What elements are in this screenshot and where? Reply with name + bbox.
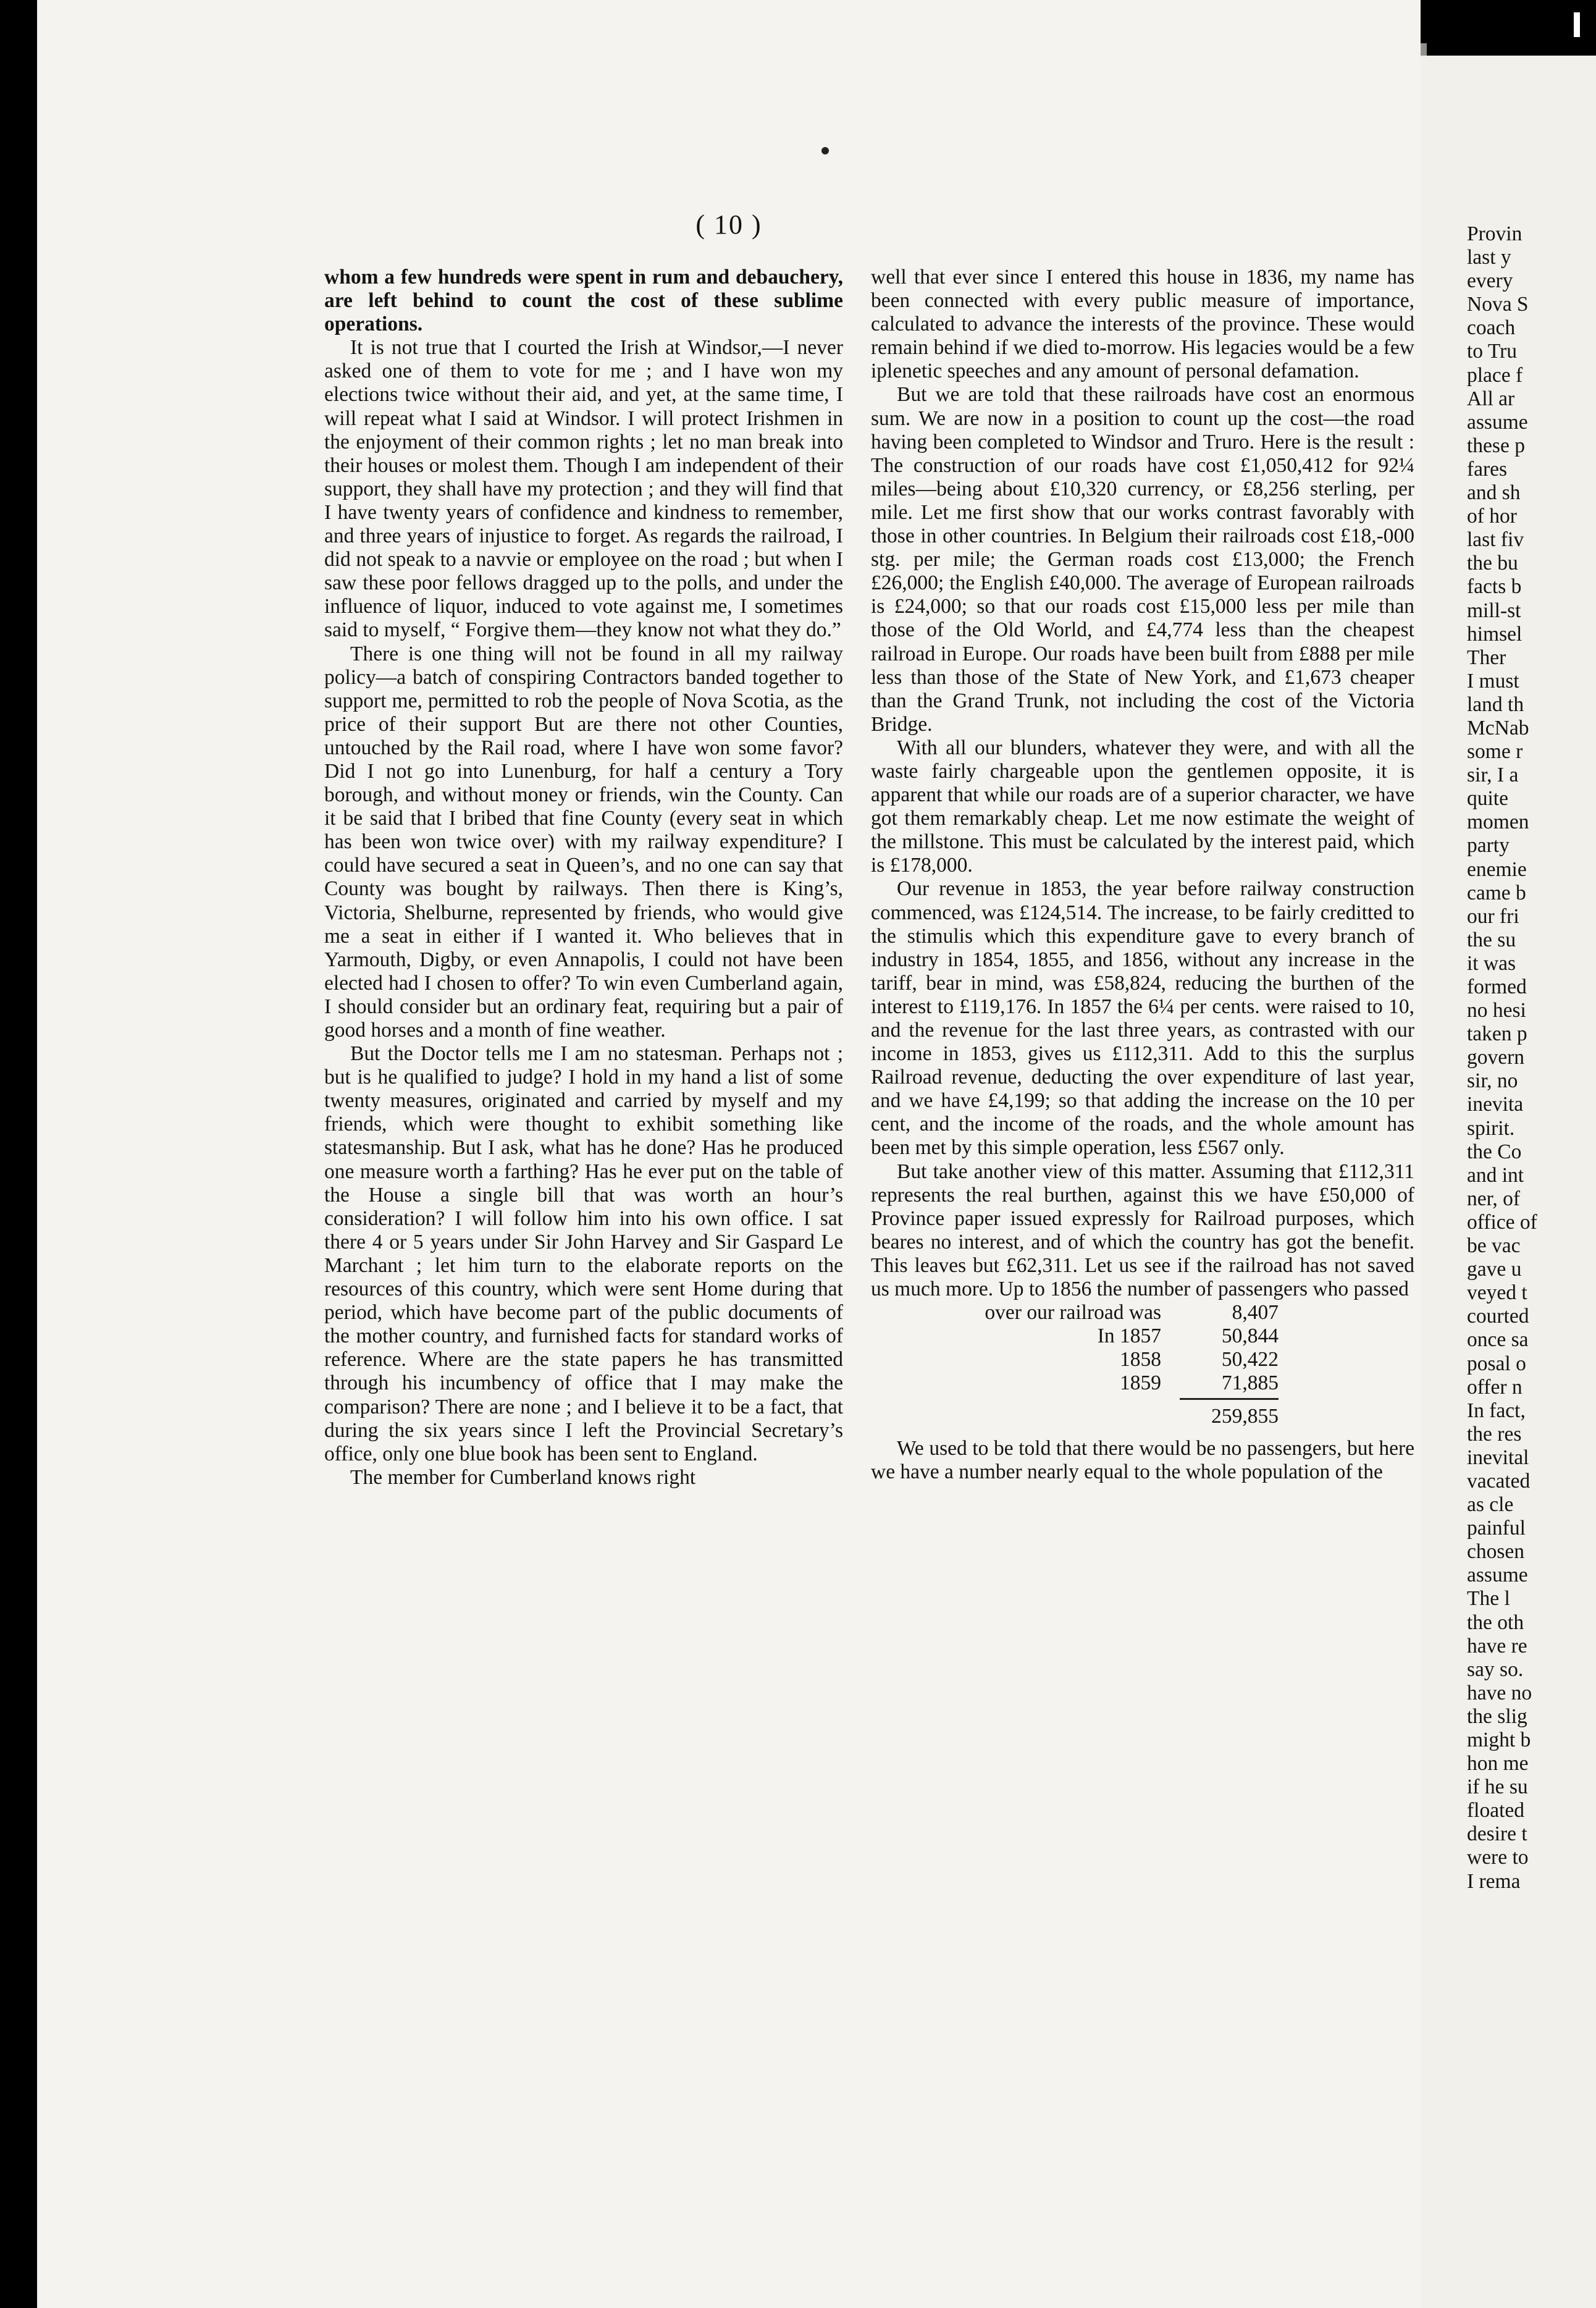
adjacent-line: might b [1467,1729,1531,1751]
scan-edge-mark [1574,12,1580,37]
adjacent-line: sir, I a [1467,764,1519,787]
adjacent-line: vacated [1467,1469,1531,1493]
adjacent-line: chosen [1467,1540,1525,1564]
right-paragraph-closing: We used to be told that there would be no passengers, but here we have a number nearly equal to the whole population of the [871,1436,1414,1483]
passenger-total-row [896,1399,1279,1428]
adjacent-line: fares [1467,457,1508,481]
adjacent-line: painful [1467,1517,1526,1540]
passenger-row [896,1325,1279,1348]
adjacent-line: quite [1467,787,1508,811]
adjacent-line: In fact, [1467,1399,1526,1422]
adjacent-line: it was [1467,951,1516,975]
adjacent-line: some r [1467,740,1523,764]
passenger-row-value: 8,407 [1232,1301,1279,1325]
adjacent-line: taken p [1467,1022,1527,1046]
adjacent-line: were to [1467,1846,1529,1869]
left-paragraph-3: There is one thing will not be found in all my railway policy—a batch of conspiring Contractors banded together to support me, permitted to rob the people of Nova Scotia, as the price of their support But are there not other Counties, untouched by the Rail road, where I have won some favor? Did I not go into Lunenburg, for half a century a Tory borough, and without money or friends, win the County. Can it be said that I bribed that fine County (every seat in which has been won twice over) with my railway expenditure? I could have secured a seat in Queen’s, and no one can say that County was bought by railways. Then there is King’s, Victoria, Shelburne, represented by friends, who would give me a seat in either if I wanted it. Who believes that in Yarmouth, Digby, or even Annapolis, I could not have been elected had I chosen to offer? To win even Cumberland again, I should consider but an ordinary feat, requiring but a pair of good horses and a month of fine weather. [324,642,843,1042]
adjacent-line: the Co [1467,1140,1522,1163]
adjacent-line: say so. [1467,1657,1524,1681]
adjacent-line: spirit. [1467,1116,1515,1140]
adjacent-line: courted [1467,1305,1529,1328]
adjacent-line: these p [1467,434,1525,457]
adjacent-line: enemie [1467,857,1527,881]
adjacent-line: the oth [1467,1611,1524,1634]
adjacent-line: our fri [1467,904,1519,928]
adjacent-line: as cle [1467,1493,1514,1517]
adjacent-line: All ar [1467,387,1515,410]
adjacent-line: I rema [1467,1869,1521,1893]
adjacent-line: mill-st [1467,599,1521,622]
adjacent-line: desire t [1467,1822,1527,1846]
adjacent-line: inevital [1467,1446,1529,1469]
adjacent-line: and int [1467,1163,1524,1187]
adjacent-line: the res [1467,1422,1522,1446]
right-paragraph-5: But take another view of this matter. Assuming that £112,311 represents the real burthen, against this we have £50,000 of Province paper issued expressly for Railroad purposes, which beares no interest, and of which the country has got the benefit. This leaves but £62,311. Let us see if the railroad has not saved us much more. Up to 1856 the number of passengers who passed [871,1160,1414,1301]
adjacent-line: party [1467,834,1510,857]
adjacent-line: have re [1467,1634,1527,1657]
adjacent-line: posal o [1467,1352,1526,1375]
right-paragraph-3: With all our blunders, whatever they were, and with all the waste fairly chargeable upon the gentlemen opposite, it is apparent that while our roads are of a superior character, we have got them remarkably cheap. Let me now estimate the weight of the millstone. This must be calculated by the interest paid, which is £178,000. [871,736,1414,877]
adjacent-page-text [1467,222,1596,1893]
left-paragraph-1: whom a few hundreds were spent in rum and debauchery, are left behind to count the cost of these sublime operations. [324,266,843,336]
left-paragraph-2: It is not true that I courted the Irish at Windsor,—I never asked one of them to vote for me ; and I have won my elections twice without their aid, and yet, at the same time, I will repeat what I said at Windsor. I will protect Irishmen in the enjoyment of their common rights ; let no man break into their houses or molest them. Though I am independent of their support, they shall have my protection ; and they will find that I have twenty years of confidence and kindness to remember, and three years of injustice to forget. As regards the railroad, I did not speak to a navvie or employee on the road ; but when I saw these poor fellows dragged up to the polls, and under the influence of liquor, induced to vote against me, I sometimes said to myself, “ Forgive them—they know not what they do.” [324,336,843,642]
document-page [37,0,1421,2308]
adjacent-line: coach [1467,316,1516,340]
passenger-row-value: 50,844 [1221,1325,1279,1348]
adjacent-line: The l [1467,1587,1510,1611]
adjacent-line: assume [1467,410,1528,434]
right-paragraph-4: Our revenue in 1853, the year before railway construction commenced, was £124,514. The increase, to be fairly creditted to the stimulis which this expenditure gave to every branch of industry in 1854, 1855, and 1856, without any increase in the tariff, bear in mind, was £58,824, reducing the burthen of the interest to £119,176. In 1857 the 6¼ per cents. were raised to 10, and the revenue for the last three years, as contrasted with our income in 1853, gives us £112,311. Add to this the surplus Railroad revenue, deducting the over expenditure of last year, and we have £4,199; so that adding the increase on the 10 per cent, and the income of the roads, and the whole amount has been met by this simple operation, less £567 only. [871,877,1414,1160]
adjacent-line: ner, of [1467,1187,1521,1210]
passenger-count-table [896,1301,1279,1428]
adjacent-line: last fiv [1467,528,1524,552]
adjacent-line: assume [1467,1564,1528,1587]
adjacent-line: himsel [1467,622,1522,646]
adjacent-line: Ther [1467,646,1506,669]
adjacent-line: if he su [1467,1775,1528,1799]
adjacent-line: every [1467,269,1513,293]
passenger-row-label: 1859 [1120,1371,1161,1395]
page-number: ( 10 ) [695,209,762,240]
adjacent-line: govern [1467,1046,1525,1069]
right-text-column [871,266,1414,1484]
adjacent-line: facts b [1467,575,1522,599]
adjacent-line: came b [1467,881,1526,904]
right-paragraph-2: But we are told that these railroads have cost an enormous sum. We are now in a position to count up the cost—the road having been completed to Windsor and Truro. Here is the result : The construction of our roads have cost £1,050,412 for 92¼ miles—being about £10,320 currency, or £8,256 sterling, per mile. Let me first show that our works contrast favorably with those in other countries. In Belgium their railroads cost £18,-000 stg. per mile; the German roads cost £13,000; the French £26,000; the English £40,000. The average of European railroads is £24,000; so that our roads cost £15,000 less per mile than those of the Old World, and £4,774 less than the cheapest railroad in Europe. Our roads have been built from £888 per mile less than those of the State of New York, and £1,673 cheaper than the Grand Trunk, not including the cost of the Victoria Bridge. [871,383,1414,736]
right-paragraph-1: well that ever since I entered this house in 1836, my name has been connected with every public measure of importance, calculated to advance the interests of the province. These would remain behind if we died to-morrow. His legacies would be a few iplenetic speeches and any amount of personal defamation. [871,266,1414,383]
adjacent-line: the su [1467,928,1516,951]
passenger-total: 259,855 [1180,1399,1279,1428]
adjacent-line: once sa [1467,1328,1529,1352]
passenger-row-value: 50,422 [1221,1348,1279,1371]
adjacent-line: be vac [1467,1234,1521,1258]
adjacent-line: I must [1467,669,1519,693]
adjacent-line: inevita [1467,1093,1524,1116]
adjacent-line: sir, no [1467,1069,1518,1093]
left-paragraph-5: The member for Cumberland knows right [350,1465,696,1489]
adjacent-line: no hesi [1467,999,1526,1022]
adjacent-line: formed [1467,975,1527,998]
adjacent-line: office of [1467,1210,1537,1234]
adjacent-line: the bu [1467,552,1518,575]
adjacent-line: momen [1467,811,1529,834]
left-text-column [324,266,843,1489]
adjacent-line: to Tru [1467,340,1518,363]
adjacent-line: have no [1467,1681,1532,1704]
left-paragraph-4: But the Doctor tells me I am no statesman. Perhaps not ; but is he qualified to judge? I hold in my hand a list of some twenty measures, originated and carried by myself and my friends, which were thought to exhibit something like statesmanship. But I ask, what has he done? Has he produced one measure worth a farthing? Has he ever put on the table of the House a single bill that was worth an hour’s consideration? I will follow him into his own office. I sat there 4 or 5 years under Sir John Harvey and Sir Gaspard Le Marchant ; let him turn to the elaborate reports on the resources of this country, which were sent Home during that period, which have become part of the public documents of the mother country, and furnished facts for standard works of reference. Where are the state papers he has transmitted through his incumbency of office that I may make the comparison? There are none ; and I believe it to be a fact, that during the six years since I left the Provincial Secretary’s office, only one blue book has been sent to England. [324,1042,843,1465]
adjacent-line: Nova S [1467,293,1529,316]
adjacent-line: hon me [1467,1752,1529,1775]
passenger-row-label: over our railroad was [985,1301,1161,1325]
adjacent-line: veyed t [1467,1281,1527,1305]
passenger-row-label: 1858 [1120,1348,1161,1371]
adjacent-line: the slig [1467,1704,1527,1728]
adjacent-line: last y [1467,246,1511,269]
adjacent-line: offer n [1467,1375,1522,1399]
passenger-row-label: In 1857 [1097,1325,1161,1348]
adjacent-line: gave u [1467,1258,1522,1281]
passenger-row-value: 71,885 [1221,1371,1279,1395]
passenger-row [896,1348,1279,1371]
adjacent-line: floated [1467,1799,1525,1822]
adjacent-line: land th [1467,693,1524,716]
adjacent-line: Provin [1467,222,1522,245]
adjacent-line: and sh [1467,481,1521,505]
adjacent-line: of hor [1467,505,1517,528]
adjacent-line: McNab [1467,716,1529,739]
passenger-row [896,1301,1279,1325]
page-dot-mark [821,147,829,154]
adjacent-line: place f [1467,363,1523,387]
passenger-row [896,1371,1279,1395]
